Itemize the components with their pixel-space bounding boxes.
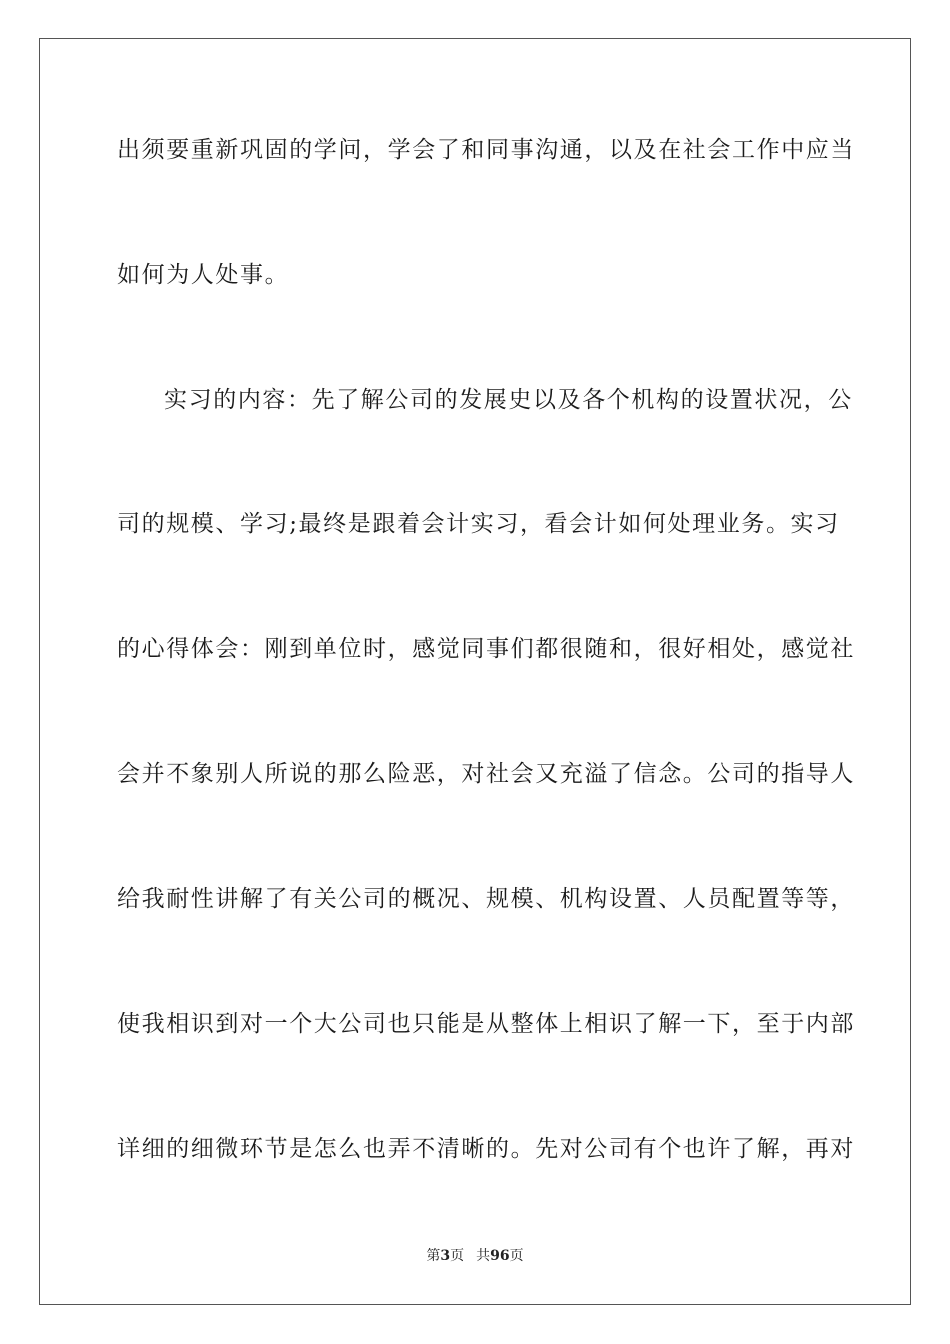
text-line-6: 会并不象别人所说的那么险恶，对社会又充溢了信念。公司的指导人 bbox=[117, 761, 855, 787]
page-frame bbox=[39, 38, 911, 1305]
text-line-9: 详细的细微环节是怎么也弄不清晰的。先对公司有个也许了解，再对 bbox=[117, 1136, 855, 1162]
text-line-8: 使我相识到对一个大公司也只能是从整体上相识了解一下，至于内部 bbox=[117, 1011, 855, 1037]
total-suffix: 页 bbox=[509, 1248, 524, 1264]
text-line-4: 司的规模、学习;最终是跟着会计实习，看会计如何处理业务。实习 bbox=[117, 511, 840, 537]
total-pages: 96 bbox=[490, 1248, 510, 1264]
text-line-5: 的心得体会：刚到单位时，感觉同事们都很随和，很好相处，感觉社 bbox=[117, 636, 855, 662]
total-prefix: 共 bbox=[476, 1248, 491, 1264]
text-line-2: 如何为人处事。 bbox=[117, 262, 290, 288]
text-line-1: 出须要重新巩固的学问，学会了和同事沟通，以及在社会工作中应当 bbox=[117, 137, 855, 163]
page-suffix: 页 bbox=[450, 1248, 465, 1264]
text-line-3: 实习的内容：先了解公司的发展史以及各个机构的设置状况，公 bbox=[164, 387, 853, 413]
page-prefix: 第 bbox=[426, 1248, 441, 1264]
page-number: 3 bbox=[440, 1248, 451, 1264]
page-footer bbox=[0, 1246, 950, 1266]
text-line-7: 给我耐性讲解了有关公司的概况、规模、机构设置、人员配置等等， bbox=[117, 886, 855, 912]
